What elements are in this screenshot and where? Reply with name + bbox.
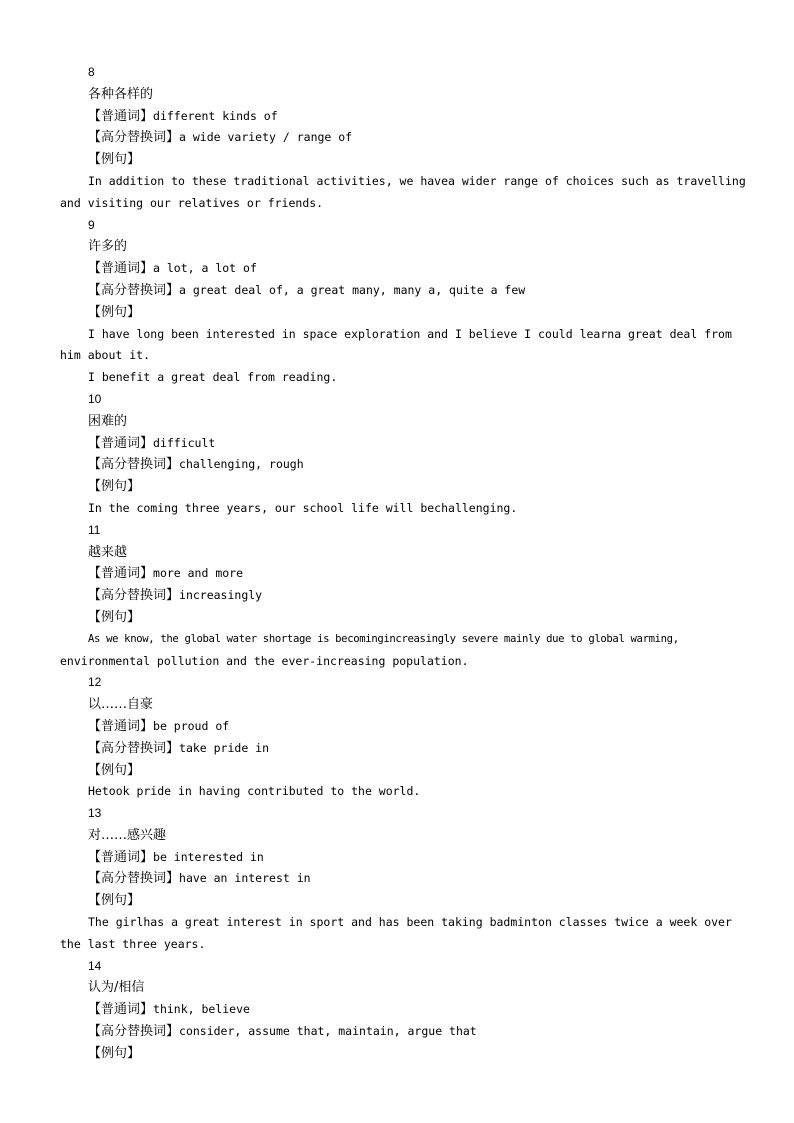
vocab-entry bbox=[0, 389, 794, 520]
entry-chinese-term: 许多的 bbox=[88, 239, 128, 255]
common-word-label: 【普通词】 bbox=[88, 718, 154, 734]
advanced-word-line bbox=[0, 454, 794, 476]
advanced-word-label: 【高分替换词】 bbox=[88, 457, 180, 473]
example-sentence-line: I have long been interested in space exploration and I believe I could learna great deal from bbox=[88, 326, 732, 341]
entry-chinese-term: 对……感兴趣 bbox=[88, 827, 167, 843]
advanced-word-label: 【高分替换词】 bbox=[88, 588, 180, 604]
example-label: 【例句】 bbox=[88, 1045, 141, 1061]
common-word-label: 【普通词】 bbox=[88, 108, 154, 124]
advanced-word-line bbox=[0, 585, 794, 607]
example-label: 【例句】 bbox=[88, 479, 141, 495]
vocab-entry bbox=[0, 672, 794, 803]
entry-number: 8 bbox=[88, 65, 95, 79]
example-sentence-continuation: environmental pollution and the ever-increasing population. bbox=[60, 653, 469, 668]
common-word-line bbox=[0, 716, 794, 738]
example-sentence-line: In the coming three years, our school life will bechallenging. bbox=[88, 500, 518, 515]
advanced-word: increasingly bbox=[179, 588, 263, 603]
common-word-line bbox=[0, 999, 794, 1021]
common-word-label: 【普通词】 bbox=[88, 566, 154, 582]
advanced-word: a great deal of, a great many, many a, quite a few bbox=[179, 282, 526, 297]
common-word: difficult bbox=[153, 435, 216, 450]
advanced-word-line bbox=[0, 127, 794, 149]
common-word: be interested in bbox=[153, 849, 264, 864]
entry-chinese-term: 越来越 bbox=[88, 544, 128, 560]
example-label: 【例句】 bbox=[88, 762, 141, 778]
entry-number: 13 bbox=[88, 806, 102, 821]
common-word-line bbox=[0, 563, 794, 585]
advanced-word: have an interest in bbox=[179, 871, 311, 886]
advanced-word: challenging, rough bbox=[179, 457, 304, 472]
example-label: 【例句】 bbox=[88, 609, 141, 625]
advanced-word-label: 【高分替换词】 bbox=[88, 1024, 180, 1040]
vocab-entry bbox=[0, 803, 794, 956]
advanced-word-label: 【高分替换词】 bbox=[88, 130, 180, 146]
example-label: 【例句】 bbox=[88, 152, 141, 168]
advanced-word-line bbox=[0, 868, 794, 890]
advanced-word-line bbox=[0, 1021, 794, 1043]
advanced-word-line bbox=[0, 738, 794, 760]
example-sentence-continuation: the last three years. bbox=[60, 936, 206, 951]
common-word: more and more bbox=[153, 566, 244, 581]
common-word: think, believe bbox=[153, 1002, 250, 1017]
common-word-label: 【普通词】 bbox=[88, 435, 154, 451]
example-sentence-line: As we know, the global water shortage is becomingincreasingly severe mainly due to global warming, bbox=[88, 632, 679, 645]
advanced-word: take pride in bbox=[179, 740, 270, 755]
entry-number: 10 bbox=[88, 391, 102, 406]
vocab-entry bbox=[0, 215, 794, 389]
advanced-word: a wide variety / range of bbox=[179, 130, 353, 145]
example-sentence-continuation: and visiting our relatives or friends. bbox=[60, 195, 324, 210]
example-sentence-line: Hetook pride in having contributed to the world. bbox=[88, 784, 421, 799]
entry-chinese-term: 以……自豪 bbox=[88, 697, 154, 713]
common-word: be proud of bbox=[153, 718, 230, 733]
common-word-line bbox=[0, 106, 794, 128]
common-word-label: 【普通词】 bbox=[88, 849, 154, 865]
example-sentence-line: In addition to these traditional activities, we havea wider range of choices such as travelling bbox=[88, 173, 746, 188]
advanced-word-label: 【高分替换词】 bbox=[88, 740, 180, 756]
example-sentence-continuation: him about it. bbox=[60, 348, 151, 363]
entry-number: 14 bbox=[88, 958, 102, 973]
advanced-word-label: 【高分替换词】 bbox=[88, 871, 180, 887]
common-word-line bbox=[0, 433, 794, 455]
entry-number: 12 bbox=[88, 675, 102, 690]
advanced-word-line bbox=[0, 280, 794, 302]
advanced-word-label: 【高分替换词】 bbox=[88, 282, 180, 298]
example-label: 【例句】 bbox=[88, 893, 141, 909]
vocab-entry bbox=[0, 956, 794, 1065]
entry-chinese-term: 困难的 bbox=[88, 413, 128, 429]
vocab-entry bbox=[0, 62, 794, 215]
entry-number: 11 bbox=[88, 522, 101, 537]
example-label: 【例句】 bbox=[88, 304, 141, 320]
example-sentence-line: I benefit a great deal from reading. bbox=[88, 370, 338, 385]
vocab-entry bbox=[0, 520, 794, 673]
entry-chinese-term: 各种各样的 bbox=[88, 86, 154, 102]
entry-number: 9 bbox=[88, 217, 95, 232]
advanced-word: consider, assume that, maintain, argue that bbox=[179, 1024, 477, 1039]
document-page bbox=[0, 62, 794, 1065]
common-word-label: 【普通词】 bbox=[88, 1002, 154, 1018]
common-word-label: 【普通词】 bbox=[88, 261, 154, 277]
common-word-line bbox=[0, 847, 794, 869]
entry-chinese-term: 认为/相信 bbox=[88, 980, 145, 996]
common-word: a lot, a lot of bbox=[153, 261, 257, 276]
common-word: different kinds of bbox=[153, 108, 278, 123]
example-sentence-line: The girlhas a great interest in sport and has been taking badminton classes twice a week over bbox=[88, 915, 732, 930]
common-word-line bbox=[0, 258, 794, 280]
